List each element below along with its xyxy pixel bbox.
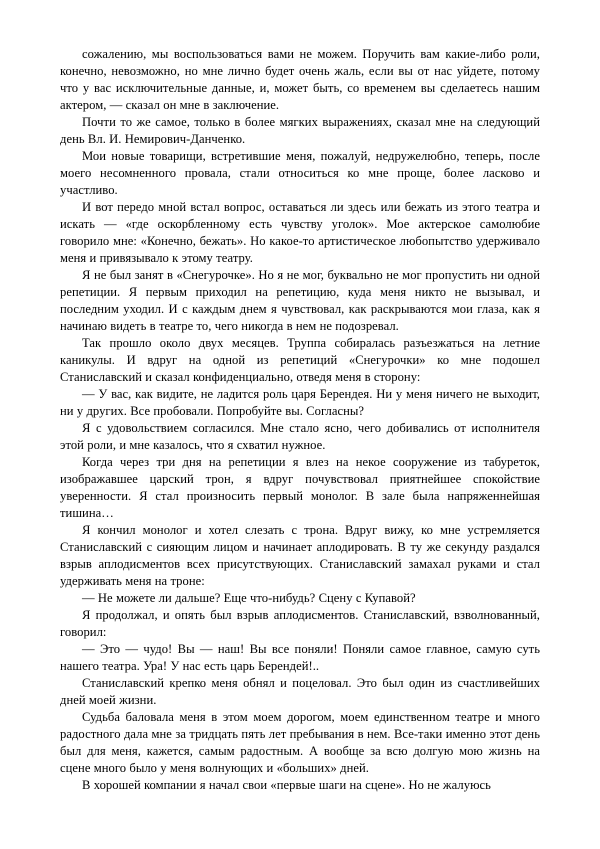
paragraph: Мои новые товарищи, встретившие меня, пожалуй, недружелюбно, теперь, после моего несомненного провала, стали относиться ко мне проще, более ласково и участливо. bbox=[60, 149, 540, 197]
paragraph-dialogue: — У вас, как видите, не ладится роль царя Берендея. Ни у меня ничего не выходит, ни у других. Все пробовали. Попробуйте вы. Согласны? bbox=[60, 387, 540, 418]
paragraph: Когда через три дня на репетиции я влез на некое сооружение из табуреток, изображавшее царский трон, я вдруг почувствовал приятнейшее спокойствие уверенности. Я стал произносить первый монолог. В зале была напряженнейшая тишина… bbox=[60, 455, 540, 520]
paragraph: Так прошло около двух месяцев. Труппа собиралась разъезжаться на летние каникулы. И вдруг на одной из репетиций «Снегурочки» ко мне подошел Станиславский и сказал конфиденциально, отведя меня в сторону: bbox=[60, 336, 540, 384]
paragraph: сожалению, мы воспользоваться вами не можем. Поручить вам какие-либо роли, конечно, невозможно, но мне лично будет очень жаль, если вы от нас уйдете, потому что у вас исключительные данные, и, может быть, со временем вы сделаетесь нашим актером, — сказал он мне в заключение. bbox=[60, 47, 540, 112]
text-column bbox=[60, 46, 540, 794]
paragraph: Я с удовольствием согласился. Мне стало ясно, чего добивались от исполнителя этой роли, и мне казалось, что я схватил нужное. bbox=[60, 421, 540, 452]
paragraph: В хорошей компании я начал свои «первые шаги на сцене». Но не жалуюсь bbox=[82, 778, 491, 792]
paragraph: Я кончил монолог и хотел слезать с трона. Вдруг вижу, ко мне устремляется Станиславский с сияющим лицом и начинает аплодировать. В ту же секунду раздался взрыв аплодисментов всех присутствующих. Станиславский замахал руками и стал удерживать меня на троне: bbox=[60, 523, 540, 588]
paragraph: Почти то же самое, только в более мягких выражениях, сказал мне на следующий день Вл. И. Немирович-Данченко. bbox=[60, 115, 540, 146]
paragraph: Я продолжал, и опять был взрыв аплодисментов. Станиславский, взволнованный, говорил: bbox=[60, 608, 540, 639]
paragraph-dialogue: — Это — чудо! Вы — наш! Вы все поняли! Поняли самое главное, самую суть нашего театра. Ура! У нас есть царь Берендей!.. bbox=[60, 642, 540, 673]
paragraph: И вот передо мной встал вопрос, оставаться ли здесь или бежать из этого театра и искать — «где оскорбленному есть чувству уголок». Мое актерское самолюбие говорило мне: «Конечно, бежать». Но какое-то артистическое любопытство удерживало меня и привязывало к этому театру. bbox=[60, 200, 540, 265]
paragraph-dialogue: — Не можете ли дальше? Еще что-нибудь? Сцену с Купавой? bbox=[82, 591, 416, 605]
paragraph: Судьба баловала меня в этом моем дорогом, моем единственном театре и много радостного дала мне за тридцать пять лет пребывания в нем. Все-таки именно этот день был для меня, кажется, самым радостным. А вообще за всю долгую мою жизнь на сцене много было у меня волнующих и «больших» дней. bbox=[60, 710, 540, 775]
paragraph: Станиславский крепко меня обнял и поцеловал. Это был один из счастливейших дней моей жизни. bbox=[60, 676, 540, 707]
paragraph: Я не был занят в «Снегурочке». Но я не мог, буквально не мог пропустить ни одной репетиции. Я первым приходил на репетицию, куда меня никто не вызывал, и последним уходил. И с каждым днем я чувствовал, как раскрываются мои глаза, как я начинаю видеть в театре то, чего никогда в нем не подозревал. bbox=[60, 268, 540, 333]
